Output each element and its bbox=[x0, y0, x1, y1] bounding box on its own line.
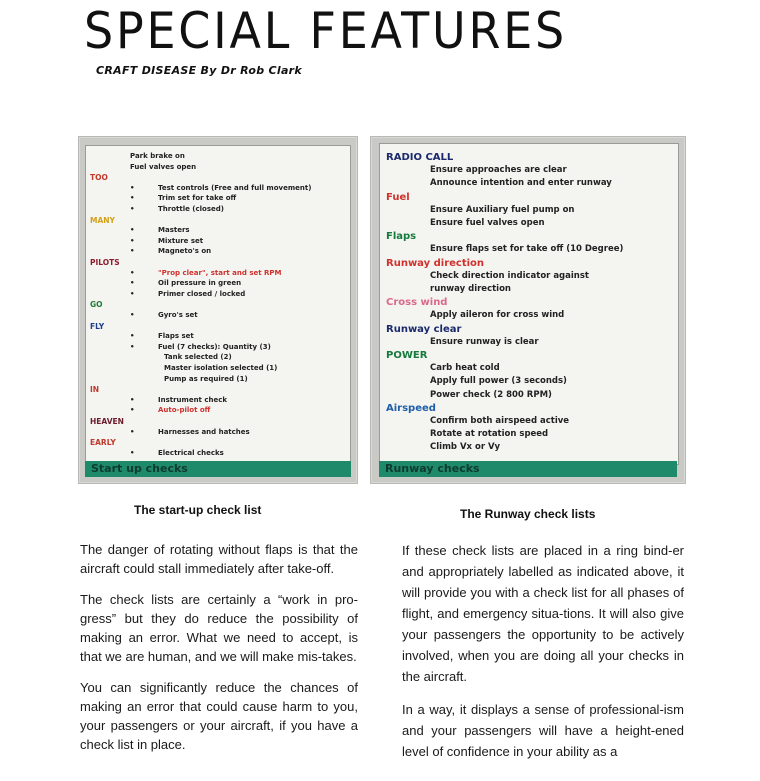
checklist-item bbox=[90, 364, 346, 374]
checklist-item: Ensure approaches are clear bbox=[430, 165, 567, 176]
checklist-key: MANY bbox=[90, 215, 115, 225]
checklist-item: Confirm both airspeed active bbox=[430, 416, 570, 426]
checklist-key: EARLY bbox=[90, 438, 116, 448]
checklist-item: Climb Vx or Vy bbox=[430, 442, 501, 453]
checklist-item: Ensure Auxiliary fuel pump on bbox=[430, 204, 575, 215]
checklist-text: Auto-pilot off bbox=[158, 406, 211, 415]
checklist-text: Trim set for take off bbox=[158, 194, 237, 203]
checklist-item: Ensure fuel valves open bbox=[430, 218, 545, 228]
body-paragraph: You can significantly reduce the chances of making an error that could cause harm to you, your passengers or your aircraft, if you have a check list in place. bbox=[80, 680, 358, 752]
checklist-section: POWER bbox=[386, 350, 428, 361]
checklist-bullet: • bbox=[130, 279, 135, 288]
checklist-section bbox=[90, 438, 346, 448]
checklist-item bbox=[90, 163, 346, 173]
checklist-section: Airspeed bbox=[386, 402, 436, 414]
checklist-section bbox=[90, 216, 346, 226]
checklist-section bbox=[90, 417, 346, 427]
checklist-key: TOO bbox=[90, 173, 108, 183]
checklist-key: FLY bbox=[90, 321, 105, 331]
checklist-section: RADIO CALL bbox=[386, 152, 454, 163]
checklist-item: Apply full power (3 seconds) bbox=[430, 376, 567, 387]
checklist-section bbox=[90, 173, 346, 183]
checklist-text: Primer closed / locked bbox=[158, 289, 246, 298]
checklist-item: runway direction bbox=[430, 284, 511, 294]
checklist-text: Test controls (Free and full movement) bbox=[158, 183, 312, 192]
checklist-section: Cross wind bbox=[386, 297, 448, 309]
checklist-item: Ensure runway is clear bbox=[430, 336, 539, 347]
checklist-bullet: • bbox=[130, 268, 135, 277]
checklist-text: Electrical checks bbox=[158, 448, 224, 457]
checklist-section: Runway direction bbox=[386, 257, 485, 269]
body-paragraph: The danger of rotating without flaps is that the aircraft could stall immediately after take-off. bbox=[80, 542, 358, 576]
checklist-bullet: • bbox=[130, 289, 135, 298]
checklist-text: Park brake on bbox=[130, 152, 185, 160]
checklist-bullet: • bbox=[130, 183, 135, 192]
checklist-item bbox=[90, 205, 346, 215]
checklist-item bbox=[90, 343, 346, 353]
checklist-text: Magneto's on bbox=[158, 247, 212, 256]
startup-checklist-sheet bbox=[85, 145, 351, 465]
checklist-item bbox=[90, 194, 346, 204]
checklist-section: Runway clear bbox=[386, 323, 462, 335]
body-paragraph: In a way, it displays a sense of professional-ism and your passengers will have a height-ened level of confidence in your ability as a bbox=[402, 702, 684, 759]
checklist-item bbox=[90, 226, 346, 236]
checklist-text: Instrument check bbox=[158, 395, 228, 404]
body-column-left bbox=[80, 540, 358, 766]
checklist-bullet: • bbox=[130, 427, 135, 436]
checklist-bullet: • bbox=[130, 205, 135, 213]
checklist-bullet: • bbox=[130, 311, 135, 319]
checklist-bullet: • bbox=[130, 395, 135, 404]
checklist-item: Rotate at rotation speed bbox=[430, 429, 549, 440]
checklist-section bbox=[90, 385, 346, 395]
checklist-bullet: • bbox=[130, 194, 135, 203]
byline: CRAFT DISEASE By Dr Rob Clark bbox=[96, 64, 303, 77]
checklist-item bbox=[90, 406, 346, 416]
checklist-bullet: • bbox=[130, 332, 135, 341]
checklist-section: Fuel bbox=[386, 191, 410, 203]
checklist-item bbox=[90, 269, 346, 279]
checklist-item: Announce intention and enter runway bbox=[430, 178, 612, 189]
checklist-item bbox=[90, 375, 346, 385]
checklist-text: Master isolation selected (1) bbox=[164, 364, 278, 372]
checklist-bullet: • bbox=[130, 236, 135, 245]
runway-checklist-sheet bbox=[379, 143, 679, 465]
checklist-text: "Prop clear", start and set RPM bbox=[158, 268, 282, 277]
checklist-item bbox=[90, 152, 346, 162]
body-paragraph: The check lists are certainly a “work in pro-gress” but they do reduce the possibility of making an error. What we need to accept, is that we are human, and we will make mis-takes. bbox=[80, 592, 358, 664]
checklist-text: Gyro's set bbox=[158, 311, 198, 319]
checklist-item: Apply aileron for cross wind bbox=[430, 310, 565, 321]
checklist-text: Harnesses and hatches bbox=[158, 427, 250, 436]
checklist-item bbox=[90, 353, 346, 363]
checklist-text: Tank selected (2) bbox=[164, 353, 232, 362]
checklist-text: Fuel (7 checks): Quantity (3) bbox=[158, 342, 271, 351]
checklist-text: Mixture set bbox=[158, 236, 204, 245]
runway-checklist-strip: Runway checks bbox=[379, 461, 677, 477]
runway-caption: The Runway check lists bbox=[460, 507, 596, 521]
checklist-item bbox=[90, 290, 346, 300]
checklist-text: Pump as required (1) bbox=[164, 374, 248, 383]
checklist-key: PILOTS bbox=[90, 258, 120, 267]
checklist-item bbox=[90, 428, 346, 438]
checklist-item: Ensure flaps set for take off (10 Degree) bbox=[430, 244, 624, 255]
checklist-section bbox=[90, 258, 346, 268]
checklist-section bbox=[90, 322, 346, 332]
checklist-item bbox=[90, 396, 346, 406]
checklist-item bbox=[90, 247, 346, 257]
checklist-key: HEAVEN bbox=[90, 417, 124, 426]
checklist-item bbox=[90, 332, 346, 342]
checklist-item: Check direction indicator against bbox=[430, 270, 589, 281]
checklist-item: Carb heat cold bbox=[430, 363, 500, 374]
startup-caption: The start-up check list bbox=[134, 503, 262, 517]
checklist-section: Flaps bbox=[386, 231, 417, 243]
checklist-bullet: • bbox=[130, 247, 135, 256]
checklist-text: Flaps set bbox=[158, 332, 194, 341]
checklist-bullet: • bbox=[130, 448, 135, 457]
startup-checklist-strip: Start up checks bbox=[85, 461, 351, 477]
checklist-key: GO bbox=[90, 300, 103, 310]
checklist-bullet: • bbox=[130, 226, 135, 235]
checklist-item bbox=[90, 184, 346, 194]
runway-checklist-photo bbox=[370, 136, 686, 484]
startup-checklist-photo bbox=[78, 136, 358, 484]
checklist-text: Masters bbox=[158, 226, 190, 235]
checklist-section bbox=[90, 300, 346, 310]
checklist-text: Oil pressure in green bbox=[158, 279, 242, 288]
checklist-bullet: • bbox=[130, 342, 135, 351]
body-paragraph: If these check lists are placed in a ring bind-er and appropriately labelled as indicated above, it will provide you with a check list for all phases of flight, and emergency situa-tions. It will also give your passengers the opportunity to be actively involved, when you are doing all your checks in the aircraft. bbox=[402, 543, 684, 684]
checklist-text: Throttle (closed) bbox=[158, 205, 224, 213]
checklist-item bbox=[90, 311, 346, 321]
body-column-right bbox=[402, 540, 684, 774]
checklist-item: Power check (2 800 RPM) bbox=[430, 389, 552, 400]
checklist-item bbox=[90, 279, 346, 289]
checklist-item bbox=[90, 237, 346, 247]
checklist-bullet: • bbox=[130, 406, 135, 415]
checklist-item bbox=[90, 449, 346, 459]
checklist-text: Fuel valves open bbox=[130, 162, 197, 171]
page-title: SPECIAL FEATURES bbox=[84, 2, 567, 60]
checklist-key: IN bbox=[90, 385, 100, 395]
